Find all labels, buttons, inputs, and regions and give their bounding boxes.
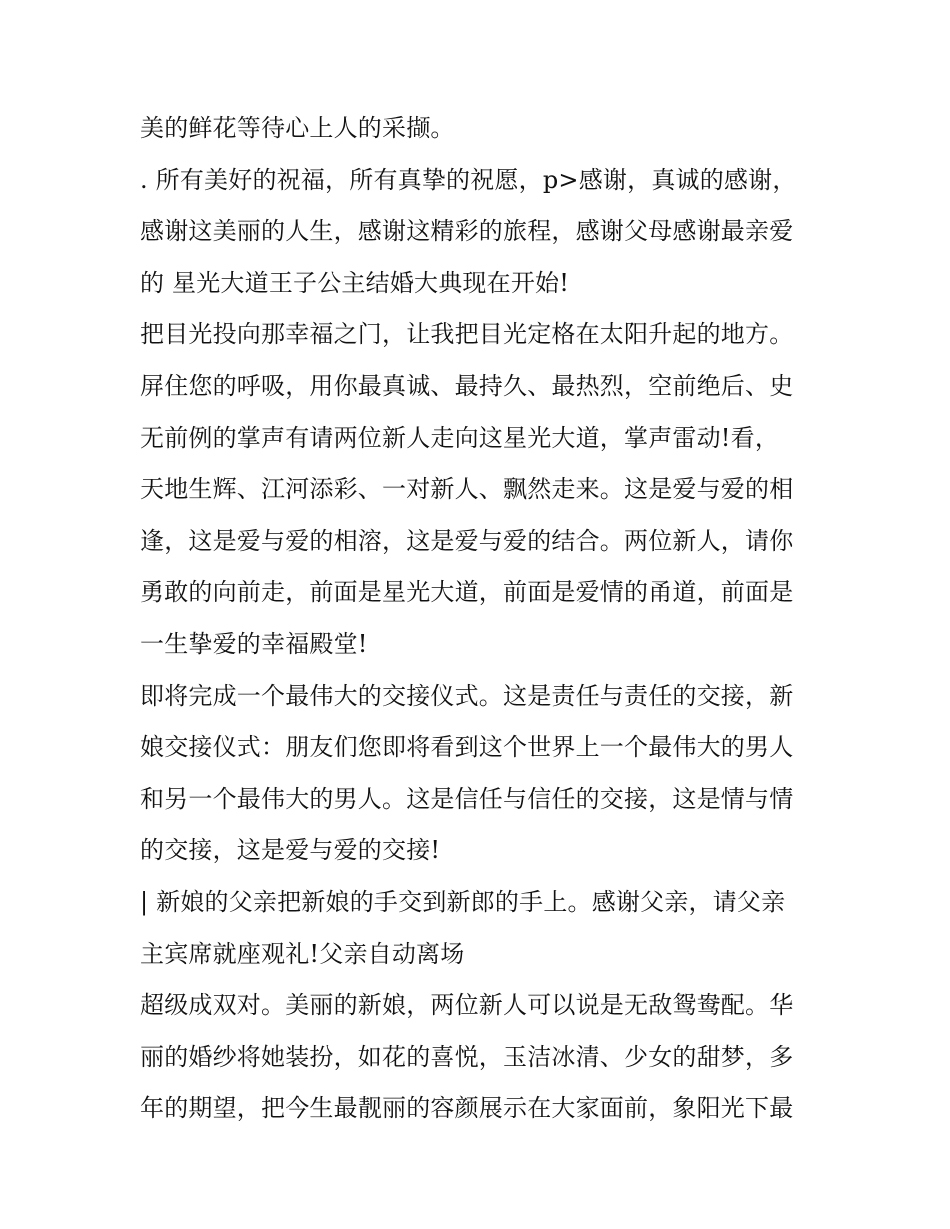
text-line: 逢，这是爱与爱的相溶，这是爱与爱的结合。两位新人，请你	[140, 526, 794, 555]
text-line: 娘交接仪式：朋友们您即将看到这个世界上一个最伟大的男人	[140, 733, 794, 762]
text-line: 勇敢的向前走，前面是星光大道，前面是爱情的甬道，前面是	[140, 578, 794, 607]
text-line: 的 星光大道王子公主结婚大典现在开始!	[140, 268, 570, 297]
text-line: 天地生辉、江河添彩、一对新人、飘然走来。这是爱与爱的相	[140, 475, 794, 504]
text-line: 超级成双对。美丽的新娘，两位新人可以说是无敌鸳鸯配。华	[140, 991, 794, 1020]
text-line: 和另一个最伟大的男人。这是信任与信任的交接，这是情与情	[140, 784, 794, 813]
text-line: 主宾席就座观礼!父亲自动离场	[140, 939, 465, 968]
text-line: 丽的婚纱将她装扮，如花的喜悦，玉洁冰清、少女的甜梦，多	[140, 1042, 794, 1071]
text-line: 屏住您的呼吸，用你最真诚、最持久、最热烈，空前绝后、史	[140, 371, 794, 400]
text-line: 无前例的掌声有请两位新人走向这星光大道，掌声雷动!看，	[140, 423, 780, 452]
text-line: 美的鲜花等待心上人的采撷。	[140, 114, 455, 142]
text-line: 即将完成一个最伟大的交接仪式。这是责任与责任的交接，新	[140, 681, 794, 710]
text-line: 年的期望，把今生最靓丽的容颜展示在大家面前，象阳光下最	[140, 1094, 794, 1123]
text-line: 把目光投向那幸福之门，让我把目光定格在太阳升起的地方。	[140, 320, 794, 349]
text-line: 的交接，这是爱与爱的交接!	[140, 836, 441, 865]
text-line: | 新娘的父亲把新娘的手交到新郎的手上。感谢父亲，请父亲	[140, 887, 786, 916]
text-line: 一生挚爱的幸福殿堂!	[140, 629, 368, 658]
text-line: . 所有美好的祝福，所有真挚的祝愿，p>感谢，真诚的感谢，	[140, 165, 797, 194]
text-line: 感谢这美丽的人生，感谢这精彩的旅程，感谢父母感谢最亲爱	[140, 217, 794, 246]
document-body	[140, 103, 820, 1135]
